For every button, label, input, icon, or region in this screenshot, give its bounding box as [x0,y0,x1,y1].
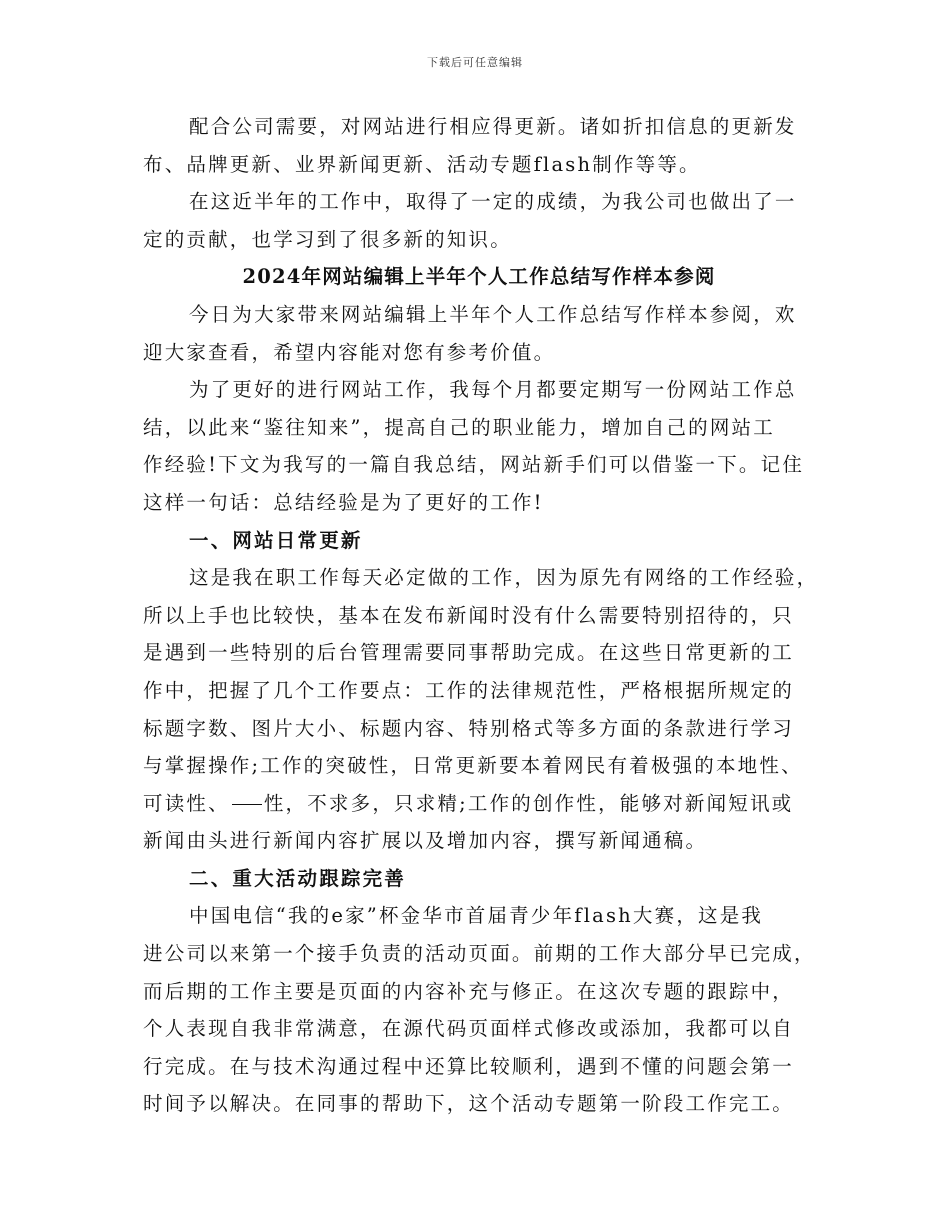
paragraph-line: 个人表现自我非常满意，在源代码页面样式修改或添加，我都可以自 [143,1017,795,1041]
paragraph-line: 与掌握操作;工作的突破性，日常更新要本着网民有着极强的本地性、 [143,754,803,778]
paragraph-line: 作中，把握了几个工作要点：工作的法律规范性，严格根据所规定的 [143,678,795,702]
paragraph-line: 结，以此来“鉴往知来”，提高自己的职业能力，增加自己的网站工 [143,415,775,439]
blank-prefix-text: 可读性、 [143,791,230,815]
paragraph-line: 这是我在职工作每天必定做的工作，因为原先有网络的工作经验， [189,566,819,590]
paragraph-line: 配合公司需要，对网站进行相应得更新。诸如折扣信息的更新发 [189,115,797,138]
header-note: 下载后可任意编辑 [427,56,523,69]
paragraph-line: 所以上手也比较快，基本在发布新闻时没有什么需要特别招待的，只 [143,603,795,627]
paragraph-line: 布、品牌更新、业界新闻更新、活动专题flash制作等等。 [143,152,701,176]
paragraph-line: 行完成。在与技术沟通过程中还算比较顺利，遇到不懂的问题会第一 [143,1054,795,1078]
paragraph-line: 定的贡献，也学习到了很多新的知识。 [143,227,512,251]
paragraph-line: 迎大家查看，希望内容能对您有参考价值。 [143,340,556,364]
document-title: 2024年网站编辑上半年个人工作总结写作样本参阅 [242,265,716,289]
paragraph-line: 新闻由头进行新闻内容扩展以及增加内容，撰写新闻通稿。 [143,829,708,853]
paragraph-line-with-blank [143,785,815,823]
document-body [143,108,819,1123]
paragraph-line: 这样一句话：总结经验是为了更好的工作! [143,490,544,514]
paragraph-line: 作经验!下文为我写的一篇自我总结，网站新手们可以借鉴一下。记住 [143,453,805,477]
paragraph-line: 在这近半年的工作中，取得了一定的成绩，为我公司也做出了一 [189,190,797,214]
paragraph-line: 而后期的工作主要是页面的内容补充与修正。在这次专题的跟踪中， [143,979,795,1003]
paragraph-line: 时间予以解决。在同事的帮助下，这个活动专题第一阶段工作完工。 [143,1092,795,1116]
paragraph-line: 进公司以来第一个接手负责的活动页面。前期的工作大部分早已完成， [143,942,816,966]
blank-suffix-text: 性，不求多，只求精;工作的创作性，能够对新闻短讯或 [263,791,794,815]
paragraph-line: 为了更好的进行网站工作，我每个月都要定期写一份网站工作总 [189,378,797,402]
paragraph-line: 是遇到一些特别的后台管理需要同事帮助完成。在这些日常更新的工 [143,641,795,665]
paragraph-line: 标题字数、图片大小、标题内容、特别格式等多方面的条款进行学习 [143,716,795,740]
paragraph-line: 中国电信“我的e家”杯金华市首届青少年flash大赛，这是我 [189,904,764,928]
section-heading-2: 二、重大活动跟踪完善 [189,866,407,890]
paragraph-line: 今日为大家带来网站编辑上半年个人工作总结写作样本参阅，欢 [189,302,797,326]
section-heading-1: 一、网站日常更新 [189,528,363,552]
blank-underline [232,803,262,805]
